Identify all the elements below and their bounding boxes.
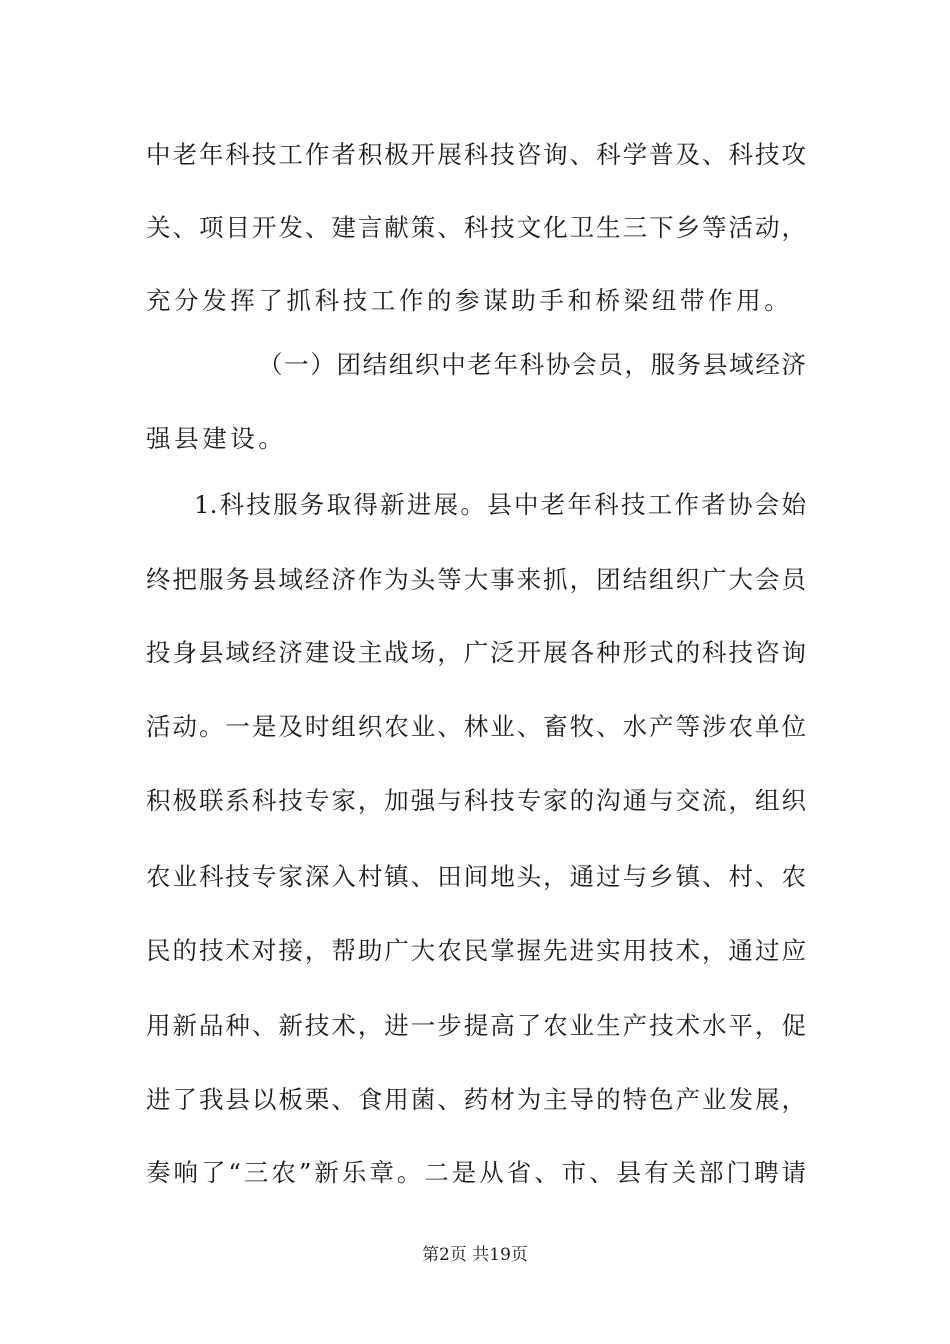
page-footer: 第2页 共19页 xyxy=(422,1245,528,1265)
text-line-1: 中老年科技工作者积极开展科技咨询、科学普及、科技攻 xyxy=(146,140,806,169)
text-line-8: 投身县域经济建设主战场，广泛开展各种形式的科技咨询 xyxy=(146,638,806,667)
text-line-3: 充分发挥了抓科技工作的参谋助手和桥梁纽带作用。 xyxy=(146,286,793,315)
text-line-2: 关、项目开发、建言献策、科技文化卫生三下乡等活动， xyxy=(146,213,806,242)
text-line-14: 进了我县以板栗、食用菌、药材为主导的特色产业发展， xyxy=(146,1085,806,1114)
text-line-7: 终把服务县域经济作为头等大事来抓，团结组织广大会员 xyxy=(146,565,806,594)
text-line-15: 奏响了“三农”新乐章。二是从省、市、县有关部门聘请 xyxy=(146,1158,806,1187)
text-line-12: 民的技术对接，帮助广大农民掌握先进实用技术，通过应 xyxy=(146,936,806,965)
text-line-11: 农业科技专家深入村镇、田间地头，通过与乡镇、村、农 xyxy=(146,862,806,891)
text-line-6: 1.科技服务取得新进展。县中老年科技工作者协会始 xyxy=(194,490,806,519)
text-line-9: 活动。一是及时组织农业、林业、畜牧、水产等涉农单位 xyxy=(146,712,806,741)
text-line-10: 积极联系科技专家，加强与科技专家的沟通与交流，组织 xyxy=(146,786,806,815)
section-heading-line-1: （一）团结组织中老年科协会员，服务县域经济 xyxy=(258,350,806,379)
section-heading-line-2: 强县建设。 xyxy=(146,424,287,453)
text-line-13: 用新品种、新技术，进一步提高了农业生产技术水平，促 xyxy=(146,1011,806,1040)
